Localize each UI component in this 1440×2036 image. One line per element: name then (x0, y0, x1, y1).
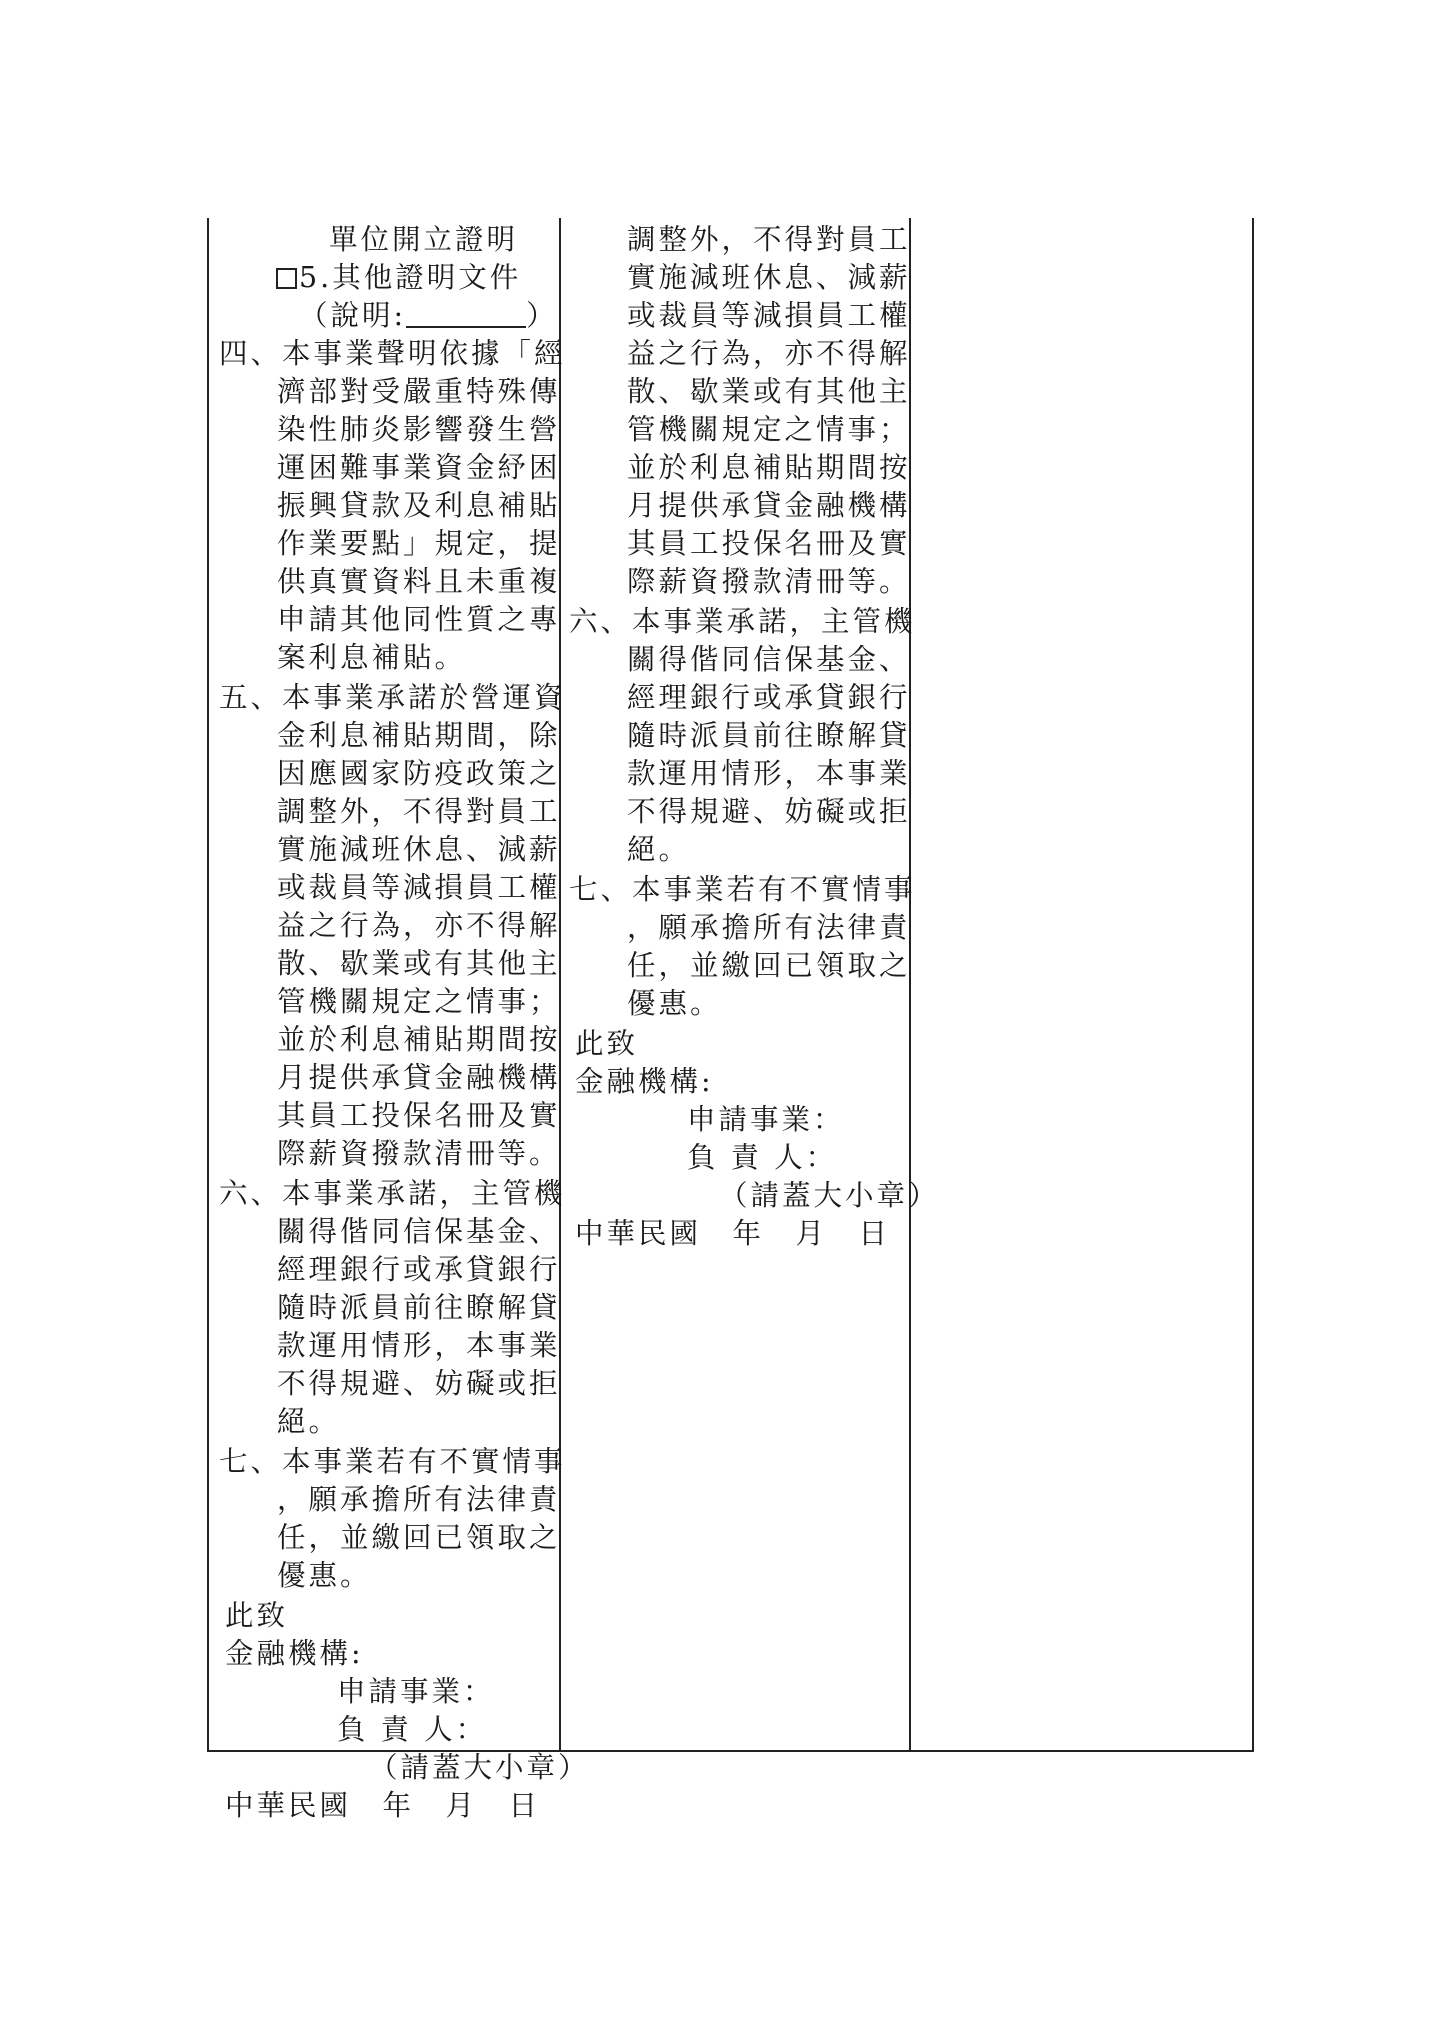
other-documents-checkbox[interactable] (276, 268, 297, 289)
document-table (207, 218, 1252, 1822)
s4-line: 振興貸款及利息補貼 (277, 489, 561, 522)
date-line: 中華民國 年 月 日 (225, 1789, 541, 1822)
s5-line: 月提供承貸金融機構 (277, 1061, 561, 1094)
s6-line: 款運用情形，本事業 (277, 1329, 561, 1362)
s5-cont-line: 散、歇業或有其他主 (627, 375, 911, 408)
note-close: ） (526, 299, 558, 332)
financial-institution-label: 金融機構: (225, 1637, 364, 1670)
seal-note: （請蓋大小章） (719, 1179, 940, 1212)
s4-line: 運困難事業資金紓困 (277, 451, 561, 484)
s7-line: 七、本事業若有不實情事 (219, 1445, 566, 1478)
s4-line: 四、本事業聲明依據「經 (219, 337, 566, 370)
s7-line: 七、本事業若有不實情事 (569, 873, 916, 906)
s5-line: 管機關規定之情事； (277, 985, 561, 1018)
s6-line: 不得規避、妨礙或拒 (277, 1367, 561, 1400)
s5-line: 散、歇業或有其他主 (277, 947, 561, 980)
s4-line: 染性肺炎影響發生營 (277, 413, 561, 446)
s5-line: 際薪資撥款清冊等。 (277, 1137, 561, 1170)
item5-label: 5.其他證明文件 (299, 261, 522, 294)
s5-line: 金利息補貼期間，除 (277, 719, 561, 752)
seal-note: （請蓋大小章） (369, 1751, 590, 1784)
s6-line: 絕。 (627, 833, 691, 866)
s4-line: 案利息補貼。 (277, 641, 467, 674)
s5-cont-line: 或裁員等減損員工權 (627, 299, 911, 332)
s6-line: 絕。 (277, 1405, 341, 1438)
s5-cont-line: 益之行為，亦不得解 (627, 337, 911, 370)
s6-line: 六、本事業承諾，主管機 (569, 605, 916, 638)
owner-label: 負 責 人： (687, 1141, 838, 1174)
s5-line: 並於利息補貼期間按 (277, 1023, 561, 1056)
s7-line: 優惠。 (627, 987, 722, 1020)
s5-line: 或裁員等減損員工權 (277, 871, 561, 904)
s4-line: 供真實資料且未重複 (277, 565, 561, 598)
s7-line: ，願承擔所有法律責 (627, 911, 911, 944)
applicant-label: 申請事業： (687, 1103, 845, 1136)
s6-line: 不得規避、妨礙或拒 (627, 795, 911, 828)
s4-line: 濟部對受嚴重特殊傳 (277, 375, 561, 408)
s5-line: 益之行為，亦不得解 (277, 909, 561, 942)
s6-line: 六、本事業承諾，主管機 (219, 1177, 566, 1210)
s5-line: 因應國家防疫政策之 (277, 757, 561, 790)
s7-line: 任，並繳回已領取之 (277, 1521, 561, 1554)
s5-line: 五、本事業承諾於營運資 (219, 681, 566, 714)
s5-cont-line: 際薪資撥款清冊等。 (627, 565, 911, 598)
s5-cont-line: 月提供承貸金融機構 (627, 489, 911, 522)
s5-line: 調整外，不得對員工 (277, 795, 561, 828)
s5-cont-line: 調整外，不得對員工 (627, 223, 911, 256)
item5-line (276, 261, 522, 294)
s7-line: 優惠。 (277, 1559, 372, 1592)
closing-text: 此致 (225, 1599, 289, 1632)
s5-cont-line: 其員工投保名冊及實 (627, 527, 911, 560)
empty-right-column (909, 218, 1252, 1750)
s6-line: 隨時派員前往瞭解貸 (277, 1291, 561, 1324)
s6-line: 經理銀行或承貸銀行 (627, 681, 911, 714)
s4-line: 作業要點」規定，提 (277, 527, 561, 560)
column-divider-3 (1252, 218, 1254, 1752)
s6-line: 經理銀行或承貸銀行 (277, 1253, 561, 1286)
s5-cont-line: 並於利息補貼期間按 (627, 451, 911, 484)
applicant-label: 申請事業： (337, 1675, 495, 1708)
s5-cont-line: 實施減班休息、減薪 (627, 261, 911, 294)
s6-line: 隨時派員前往瞭解貸 (627, 719, 911, 752)
s6-line: 關得偕同信保基金、 (627, 643, 911, 676)
s6-line: 款運用情形，本事業 (627, 757, 911, 790)
note-label: （說明: (299, 299, 407, 332)
s4-line: 申請其他同性質之專 (277, 603, 561, 636)
date-line: 中華民國 年 月 日 (575, 1217, 891, 1250)
financial-institution-label: 金融機構: (575, 1065, 714, 1098)
s7-line: ，願承擔所有法律責 (277, 1483, 561, 1516)
s6-line: 關得偕同信保基金、 (277, 1215, 561, 1248)
unit-certificate-line: 單位開立證明 (329, 223, 519, 256)
s5-line: 實施減班休息、減薪 (277, 833, 561, 866)
s5-line: 其員工投保名冊及實 (277, 1099, 561, 1132)
note-blank-field[interactable] (406, 304, 526, 328)
closing-text: 此致 (575, 1027, 639, 1060)
owner-label: 負 責 人： (337, 1713, 488, 1746)
note-line (299, 299, 558, 332)
s7-line: 任，並繳回已領取之 (627, 949, 911, 982)
s5-cont-line: 管機關規定之情事； (627, 413, 911, 446)
